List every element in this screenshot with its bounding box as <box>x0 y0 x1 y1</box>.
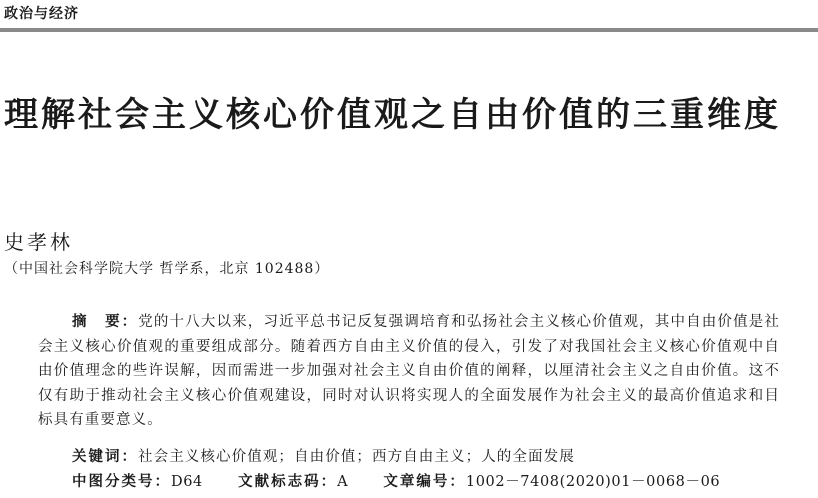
abstract-text: 党的十八大以来，习近平总书记反复强调培育和弘扬社会主义核心价值观，其中自由价值是社会主义核心价值观的重要组成部分。随着西方自由主义价值的侵入，引发了对我国社会主义核心价值观中自由价值理念的些许误解，因而需进一步加强对社会主义自由价值的阐释，以厘清社会主义之自由价值。这不仅有助于推动社会主义核心价值观建设，同时对认识将实现人的全面发展作为社会主义的最高价值追求和目标具有重要意义。 <box>38 314 780 429</box>
author-affiliation: （中国社会科学院大学 哲学系，北京 102488） <box>4 261 330 277</box>
clc-number <box>72 470 203 491</box>
article-title: 理解社会主义核心价值观之自由价值的三重维度 <box>4 95 781 135</box>
keywords <box>72 445 575 466</box>
abstract <box>38 310 780 433</box>
keywords-text: 社会主义核心价值观；自由价值；西方自由主义；人的全面发展 <box>138 449 575 465</box>
article-number <box>383 470 720 491</box>
doc-code-value: A <box>337 474 349 490</box>
abstract-label: 摘 要： <box>72 314 139 330</box>
document-code <box>238 470 348 491</box>
clc-value: D64 <box>171 474 203 490</box>
author-name: 史孝林 <box>4 230 73 254</box>
article-no-value: 1002－7408(2020)01－0068－06 <box>465 474 721 490</box>
header-divider <box>0 28 818 32</box>
article-metadata <box>72 470 750 491</box>
keywords-label: 关键词： <box>72 449 138 465</box>
section-label: 政治与经济 <box>4 6 79 22</box>
clc-label: 中图分类号： <box>72 474 171 490</box>
doc-code-label: 文献标志码： <box>238 474 338 490</box>
article-no-label: 文章编号： <box>383 474 466 490</box>
